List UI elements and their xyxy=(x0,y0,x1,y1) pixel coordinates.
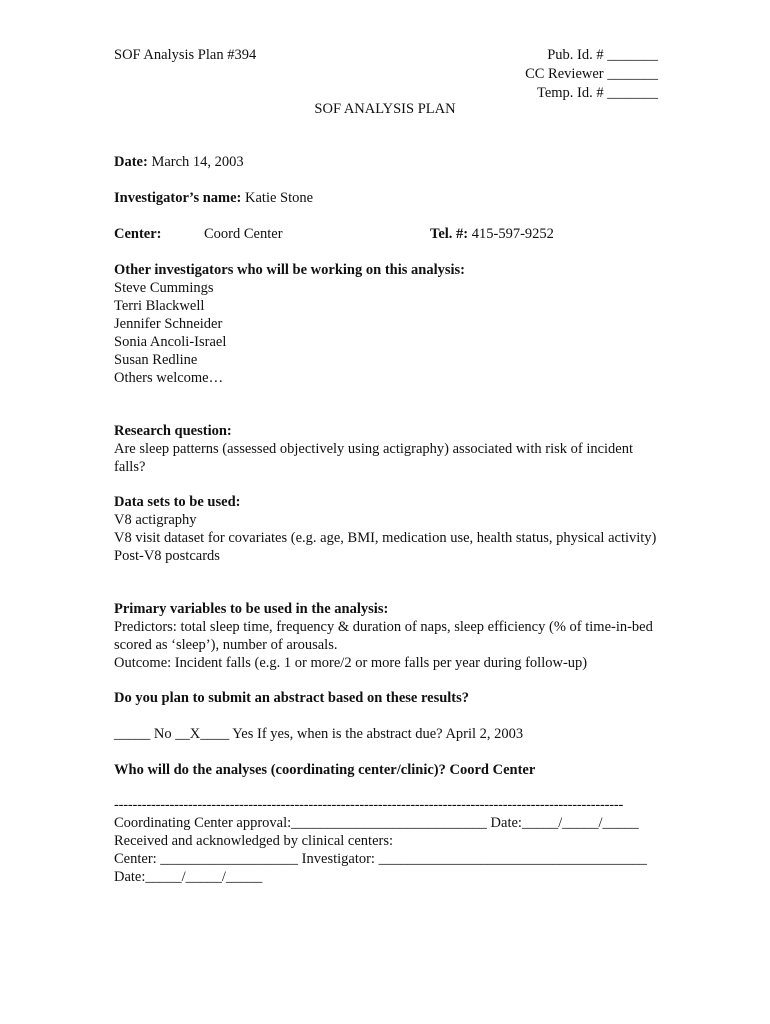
abstract-answer: _____ No __X____ Yes If yes, when is the abstract due? April 2, 2003 xyxy=(114,726,524,742)
date-value: March 14, 2003 xyxy=(151,154,244,170)
date-row xyxy=(114,153,244,171)
plan-id: SOF Analysis Plan #394 xyxy=(114,47,257,63)
outcome-text: Outcome: Incident falls (e.g. 1 or more/2 or more falls per year during follow-up) xyxy=(114,655,588,671)
list-item: Terri Blackwell xyxy=(114,298,205,314)
list-item: V8 actigraphy xyxy=(114,512,197,528)
center-value: Coord Center xyxy=(204,226,283,242)
list-item: Steve Cummings xyxy=(114,280,214,296)
investigator-label: Investigator’s name: xyxy=(114,190,242,206)
investigator-row xyxy=(114,189,313,207)
tel-value: 415-597-9252 xyxy=(471,226,554,242)
research-heading: Research question: xyxy=(114,423,232,439)
page-title: SOF ANALYSIS PLAN xyxy=(314,101,456,117)
date-label: Date: xyxy=(114,154,148,170)
analyses-row xyxy=(114,761,535,779)
section-divider: -------------------------------------------------------------------------------------------------------------- xyxy=(114,797,624,813)
variables-heading: Primary variables to be used in the analysis: xyxy=(114,601,389,617)
cc-approval-line: Coordinating Center approval:___________________________ Date:_____/_____/_____ xyxy=(114,815,639,831)
list-item: Post-V8 postcards xyxy=(114,548,220,564)
approval-date-line: Date:_____/_____/_____ xyxy=(114,869,263,885)
temp-id-field: Temp. Id. # _______ xyxy=(536,85,658,101)
datasets-heading: Data sets to be used: xyxy=(114,494,241,510)
investigator-list xyxy=(114,279,226,387)
center-investigator-line: Center: ___________________ Investigator: _____________________________________ xyxy=(114,851,647,867)
id-fields xyxy=(525,46,658,103)
research-text: Are sleep patterns (assessed objectively using actigraphy) associated with risk of incident falls? xyxy=(114,441,634,475)
cc-reviewer-field: CC Reviewer _______ xyxy=(525,66,658,82)
list-item: Others welcome… xyxy=(114,370,224,386)
center-label: Center: xyxy=(114,226,162,242)
analyses-answer: Coord Center xyxy=(449,762,536,778)
list-item: Sonia Ancoli-Israel xyxy=(114,334,227,350)
received-line: Received and acknowledged by clinical centers: xyxy=(114,833,394,849)
pub-id-field: Pub. Id. # _______ xyxy=(547,47,658,63)
tel-label: Tel. #: xyxy=(430,226,469,242)
investigator-value: Katie Stone xyxy=(245,190,314,206)
list-item: Jennifer Schneider xyxy=(114,316,223,332)
predictors-text: Predictors: total sleep time, frequency & duration of naps, sleep efficiency (% of time-in-bed scored as ‘sleep’), number of arousals. xyxy=(114,619,653,653)
tel-row xyxy=(430,225,554,243)
analyses-question: Who will do the analyses (coordinating center/clinic)? xyxy=(114,762,446,778)
abstract-question: Do you plan to submit an abstract based on these results? xyxy=(114,690,470,706)
datasets-list xyxy=(114,511,659,565)
others-heading: Other investigators who will be working on this analysis: xyxy=(114,262,465,278)
list-item: V8 visit dataset for covariates (e.g. age, BMI, medication use, health status, physical activity) xyxy=(114,530,657,546)
list-item: Susan Redline xyxy=(114,352,198,368)
